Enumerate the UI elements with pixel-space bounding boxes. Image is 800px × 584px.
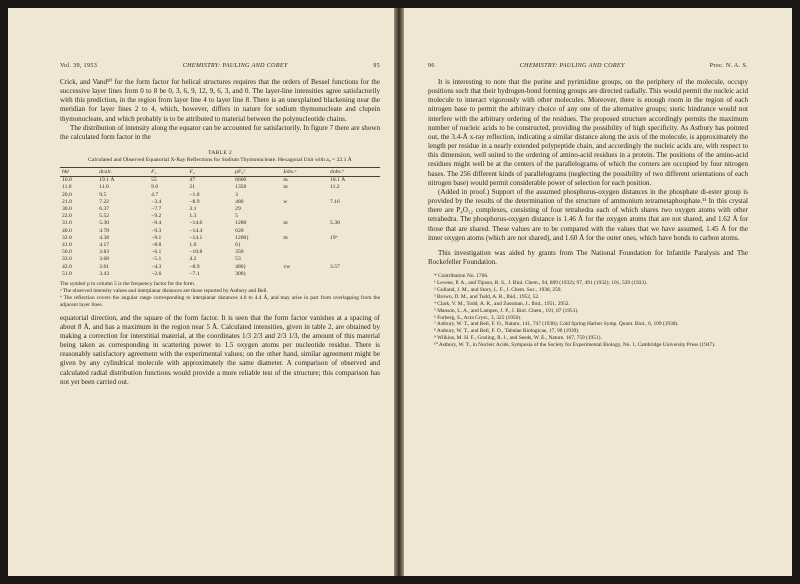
table-cell: −14.1 (189, 234, 203, 241)
page-header (60, 62, 380, 69)
table-cell: 620 (235, 227, 244, 234)
table-cell (328, 271, 380, 278)
table-cell: 19.1 Å (99, 177, 115, 184)
table-cell (281, 228, 328, 235)
book-gutter (394, 8, 404, 576)
table-row (60, 220, 380, 227)
table-header-cell: dobs.ᵇ (328, 168, 380, 177)
table-cell: −1.0 (189, 191, 200, 198)
table-cell: 20.0 (62, 191, 72, 198)
table-header-cell: hkl (60, 168, 97, 177)
table-cell: vw (283, 263, 291, 270)
reference-item: ¹⁰ Astbury, W. T., in Nucleic Acids, Symposia of the Society for Experimental Biology, No. 1, Cambridge University Press (1947). (434, 342, 716, 349)
reference-item: ⁸ Astbury, W. T., and Bell, F. O., Tabulae Biologicae, 17, 90 (1939). (434, 328, 580, 335)
table-cell: 31.0 (62, 220, 72, 227)
table-cell: 51.0 (62, 270, 72, 277)
table-cell (281, 213, 328, 220)
table-cell: 29 (235, 205, 241, 212)
table-cell: −9.1 (151, 234, 162, 241)
table-cell (328, 206, 380, 213)
table-cell: 11.0 (99, 184, 109, 191)
table-cell: −7.1 (189, 270, 200, 277)
table-cell: 30.0 (62, 205, 72, 212)
header-volume: Vol. 39, 1953 (60, 62, 98, 69)
table-cell: 32.0 (62, 234, 72, 241)
table-row (60, 199, 380, 206)
table-cell: 47 (189, 177, 195, 184)
header-title: CHEMISTRY: PAULING AND COREY (519, 62, 625, 69)
reference-item: ² Gulland, J. M., and Story, L. F., J. Chem. Soc., 1938, 259. (434, 286, 562, 293)
table-cell: −4.3 (151, 263, 162, 270)
table-cell: 40.0 (62, 227, 72, 234)
table-cell: −14.6 (189, 220, 203, 227)
reference-item: ⁷ Astbury, W. T., and Bell, F. O., Nature, 141, 747 (1938); Cold Spring Harbor Symp. Quant. Biol., 6, 109 (1938). (434, 321, 679, 328)
table-cell: 6} (235, 241, 241, 248)
table-cell: −6.1 (151, 249, 162, 256)
header-page-number: 95 (373, 62, 380, 69)
table-cell: 4.7 (151, 191, 159, 198)
table-cell (328, 192, 380, 199)
table-cell: 9.5 (99, 191, 107, 198)
table-cell: m (283, 177, 288, 184)
table-cell: 300} (235, 270, 247, 277)
table-cell: m (283, 220, 288, 227)
table-header-cell: pF₂² (233, 168, 281, 177)
table-cell: w (283, 198, 288, 205)
table-cell: 7.22 (99, 198, 110, 205)
table-cell (281, 256, 328, 263)
reference-item: * Contribution No. 1766. (434, 273, 489, 280)
table-cell: 6600 (235, 177, 247, 184)
table-cell: 42.0 (62, 263, 72, 270)
table-cell: 1.3 (189, 213, 197, 220)
table-cell: 33.0 (62, 256, 72, 263)
page-header (428, 62, 748, 69)
reflections-table (60, 167, 380, 278)
table-cell: 18.1 Å (330, 177, 346, 184)
body-paragraph: Crick, and Vand¹⁰ for the form factor for helical structures requires that the orders of Bessel functions for the successive layer lines from 0 to 8 be 0, 3, 6, 9, 12, 9, 6, 3, and 0. The layer-line intensities agree satisfactorily with this prediction, in the region from layer line 4 to layer line 8. There is an unexplained blackening near the meridian for layer lines 2 to 4, which, however, differs in nature for sodium thymonucleate and clupein thymonucleate, and which probably is to be attributed to material between the polynucleotide chains. (60, 78, 380, 123)
table-cell: −8.8 (151, 241, 162, 248)
header-page-number: 96 (428, 62, 435, 69)
table-cell: 11.2 (330, 184, 340, 191)
table-cell: 3.83 (99, 249, 110, 256)
table-cell: 4.17 (99, 241, 110, 248)
table-header-row (60, 168, 380, 177)
table-cell: 19ᵇ (330, 234, 338, 241)
table-cell: 41.0 (62, 241, 72, 248)
table-cell (281, 249, 328, 256)
table-cell: −14.4 (189, 227, 203, 234)
table-cell: 21 (189, 184, 195, 191)
table-cell: 3.43 (99, 270, 110, 277)
reference-item: ⁶ Furberg, S., Acta Cryst., 3, 325 (1950). (434, 314, 522, 321)
reference-item: ⁹ Wilkins, M. H. F., Gosling, R. J., and Seeds, W. E., Nature, 167, 759 (1951). (434, 335, 602, 342)
table-header-cell: dcalc. (97, 168, 149, 177)
reference-item: ³ Brown, D. M., and Todd, A. R., Ibid., 1952, 52. (434, 293, 540, 300)
table-cell: 7.16 (330, 198, 340, 205)
body-paragraph: The distribution of intensity along the equator can be accounted for satisfactorily. In figure 7 there are shown the calculated form factor in the (60, 123, 380, 141)
table-cell: 1350 (235, 184, 247, 191)
table-cell: −10.8 (189, 249, 203, 256)
table-cell (281, 271, 328, 278)
table-row (60, 256, 380, 263)
table-cell: 3 (235, 191, 238, 198)
body-paragraph: It is interesting to note that the purine and pyrimidine groups, on the periphery of the molecule, occupy positions such that their hydrogen-bond forming groups are directed radially. This would permit the nucleic acid molecule to interact vigorously with other molecules. Moreover, there is enough room in the region of each nitrogen base to permit the arbitrary choice of any one of the alternative groups; steric hindrance would not interfere with the arbitrary ordering of the residues. The proposed structure accordingly permits the maximum number of nucleic acids to be constructed, providing the possibility of high specificity. As Astbury has pointed out, the 3.4-Å x-ray reflection, indicating a similar distance along the axis of the molecule, is approximately the length per residue in a nearly extended polypeptide chain, and accordingly the nucleic acids are, with respect to this dimension, well suited to the ordering of amino-acid residues in a protein. The positions of the amino-acid residues might well be at the centers of the parallelograms of which the corners are occupied by four nitrogen bases. The 256 different kinds of parallelograms (neglecting the possibility of two different orientations of each nitrogen base) would permit considerable power of selection for each position. (428, 78, 748, 187)
table-cell: 21.0 (62, 198, 72, 205)
table-note: ᵇ The reflection covers the angular range corresponding to interplanar distances 4.0 to 4.4 Å, and may arise in part from overlapping from the adjacent layer lines. (60, 294, 380, 308)
table-body (60, 177, 380, 278)
table-cell: 5 (235, 213, 238, 220)
header-title: CHEMISTRY: PAULING AND COREY (182, 62, 288, 69)
table-cell (328, 256, 380, 263)
table-cell: 50.0 (62, 249, 72, 256)
table-cell: 1280 (235, 220, 247, 227)
table-cell: −7.7 (151, 205, 162, 212)
table-title: TABLE 2 (208, 150, 232, 157)
table-cell: −8.9 (189, 263, 200, 270)
table-cell: m (283, 184, 288, 191)
references-list (428, 273, 748, 349)
table-row (60, 235, 380, 242)
table-cell: 6.37 (99, 205, 110, 212)
table-note: The symbol p in column 5 is the frequency factor for the form. (60, 280, 196, 287)
table-cell: 4.78 (99, 227, 110, 234)
table-cell: 350 (235, 249, 244, 256)
table-row (60, 271, 380, 278)
table-row (60, 192, 380, 199)
table-header-cell: F₁ (149, 168, 187, 177)
body-paragraph: (Added in proof.) Support of the assumed phosphorus-oxygen distances in the phosphate di-ester group is provided by the results of the determination of the structure of ammonium tetrametaphosphate.¹¹ In this crystal there are P₄O₁₂ complexes, consisting of four tetrahedra each of which shares two oxygen atoms with other tetrahedra. The phosphorus-oxygen distance is 1.46 Å for the oxygen atoms that are not shared, and 1.62 Å for those that are shared. These values are to be compared with the values that we have assumed, 1.45 Å for the inner oxygen atoms (which are not shared), and 1.60 Å for the outer ones, which have bonds to carbon atoms. (428, 187, 748, 242)
table-cell: 3.57 (330, 263, 340, 270)
header-journal: Proc. N. A. S. (709, 62, 748, 69)
table-cell: 480 (235, 198, 244, 205)
table-cell: 5.30 (330, 220, 340, 227)
table-cell (281, 192, 328, 199)
table-cell: 55 (151, 177, 157, 184)
table-row (60, 213, 380, 220)
table-cell: 5.30 (99, 220, 110, 227)
table-note: ᵃ The observed intensity values and interplanar distances are those reported by Astbury and Bell. (60, 287, 268, 294)
table-row (60, 206, 380, 213)
table-cell (328, 228, 380, 235)
reference-item: ⁴ Clark, V. M., Todd, A. R., and Zussman, J., Ibid., 1951, 2952. (434, 300, 570, 307)
table-cell: 3.68 (99, 256, 110, 263)
table-cell: 53 (235, 256, 241, 263)
table-cell: −3.4 (151, 198, 162, 205)
right-page (404, 8, 792, 576)
table-cell: 3.1 (189, 205, 197, 212)
left-page (8, 8, 394, 576)
table-cell (328, 242, 380, 249)
table-caption: Calculated and Observed Equatorial X-Ray Reflections for Sodium Thymonucleate. Hexagonal Unit with a₀ = 22.1 Å (88, 157, 352, 164)
table-cell: −8.9 (189, 198, 200, 205)
table-cell: 4.2 (189, 256, 197, 263)
body-paragraph: equatorial direction, and the square of the form factor. It is seen that the form factor vanishes at a spacing of about 8 Å, and has a maximum in the region near 5 Å. Calculated intensities, given in table 2, are obtained by making a correction for interstitial material, at the coordinates 1/3 2/3 and 2/3 1/3, the amount of this material being taken as corresponding in scattering power to 1.5 oxygen atoms per nucleotide residue. There is reasonably satisfactory agreement with the experimental values; on the other hand, similar agreement might be given by any cylindrical molecule with approximately the same diameter. A comparison of observed and calculated radial distribution functions would provide a more reliable test of the structure; this comparison has not yet been carried out. (60, 313, 380, 386)
table-header-cell: F₂ (187, 168, 233, 177)
table-cell (328, 249, 380, 256)
table-cell: 1200} (235, 234, 250, 241)
table-cell (281, 242, 328, 249)
table-cell: 3.61 (99, 263, 110, 270)
table-cell: 22.0 (62, 213, 72, 220)
table-row (60, 249, 380, 256)
table-row (60, 177, 380, 185)
table-cell: −9.2 (151, 213, 162, 220)
table-cell: 5.52 (99, 213, 110, 220)
table-cell: 10.0 (62, 177, 72, 184)
table-cell: 9.6 (151, 184, 159, 191)
table-cell: 4.38 (99, 234, 110, 241)
table-cell: −2.6 (151, 270, 162, 277)
table-cell: −9.4 (151, 220, 162, 227)
table-row (60, 264, 380, 271)
table-header-cell: Iobs.ᵃ (281, 168, 328, 177)
table-cell: m (283, 234, 288, 241)
table-row (60, 242, 380, 249)
table-cell: 11.0 (62, 184, 72, 191)
reference-item: ⁵ Manson, L. A., and Lampen, J. P., J. Biol. Chem., 191, 87 (1951). (434, 307, 579, 314)
table-cell (328, 213, 380, 220)
table-row (60, 228, 380, 235)
table-cell: −9.3 (151, 227, 162, 234)
table-cell: 1.0 (189, 241, 197, 248)
acknowledgment: This investigation was aided by grants from The National Foundation for Infantile Paralysis and The Rockefeller Foundation. (428, 248, 748, 266)
reference-item: ¹ Levene, P. A., and Tipson, R. S., J. Biol. Chem., 94, 809 (1932); 97, 491 (1932); 101, 529 (1933). (434, 280, 648, 287)
table-cell: −5.1 (151, 256, 162, 263)
table-cell (281, 206, 328, 213)
table-cell: 480} (235, 263, 247, 270)
table-row (60, 184, 380, 191)
